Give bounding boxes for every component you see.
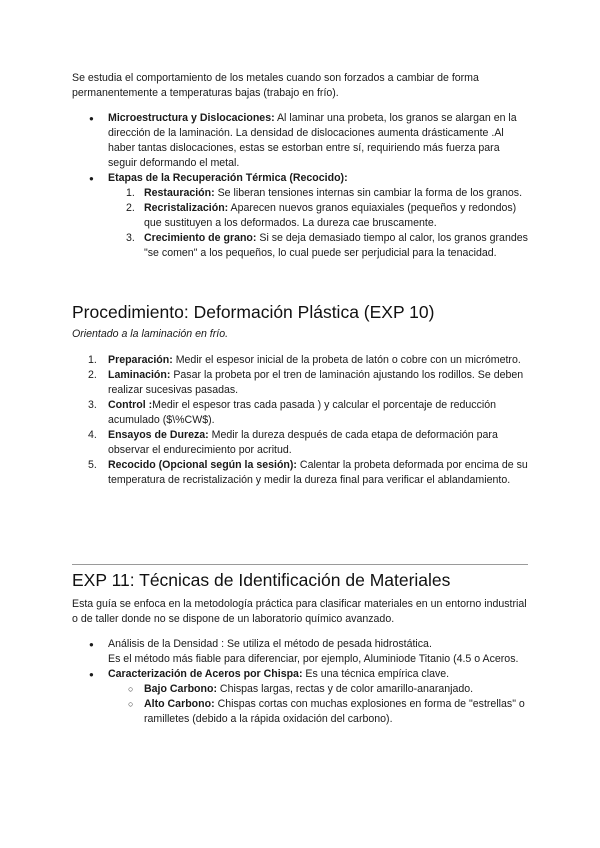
list-item — [108, 697, 532, 727]
list-item — [72, 667, 532, 727]
item-text: Medir el espesor inicial de la probeta de latón o cobre con un micrómetro. — [172, 354, 521, 366]
item-text: Calentar la probeta deformada por encima de su temperatura de recristalización y medir la dureza final para verificar el ablandamiento. — [108, 459, 528, 486]
item-text: Medir la dureza después de cada etapa de deformación para observar el endurecimiento por acritud. — [108, 429, 498, 456]
item-text: Análisis de la Densidad : Se utiliza el método de pesada hidrostática. — [108, 638, 432, 650]
item-text: Es una técnica empírica clave. — [302, 668, 450, 680]
item-number: 3. — [88, 399, 97, 411]
item-title: Crecimiento de grano: — [144, 232, 257, 244]
item-title: Caracterización de Aceros por Chispa: — [108, 668, 303, 680]
list-item — [72, 171, 530, 261]
list-item — [108, 201, 530, 231]
item-text: Al laminar una probeta, los granos se alargan en la dirección de la laminación. La densidad de dislocaciones aumenta drásticamente .Al haber tantas dislocaciones, estas se estorban entre sí, requiriendo más fuerza para seguir deformando el metal. — [108, 112, 517, 169]
list-item — [72, 353, 532, 368]
list-item — [72, 637, 532, 667]
procedure-subtitle: Orientado a la laminación en frío. — [72, 328, 229, 340]
item-text: Se liberan tensiones internas sin cambiar la forma de los granos. — [214, 187, 523, 199]
item-title: Preparación: — [108, 354, 173, 366]
exp11-intro-paragraph: Esta guía se enfoca en la metodología práctica para clasificar materiales en un entorno industrial o de taller donde no se dispone de un laboratorio químico avanzado. — [72, 598, 527, 625]
annealing-stages-list — [108, 186, 530, 261]
list-item — [72, 398, 532, 428]
item-number: 2. — [88, 369, 97, 381]
list-item — [108, 186, 530, 201]
item-title: Microestructura y Dislocaciones: — [108, 112, 275, 124]
exp11-heading: EXP 11: Técnicas de Identificación de Materiales — [72, 570, 451, 590]
item-text: Medir el espesor tras cada pasada ) y calcular el porcentaje de reducción acumulado ($\%CW$). — [108, 399, 497, 426]
item-text: Es el método más fiable para diferenciar, por ejemplo, Aluminiode Titanio (4.5 o Aceros. — [108, 653, 519, 665]
item-number: 4. — [88, 429, 97, 441]
item-text: Pasar la probeta por el tren de laminación ajustando los rodillos. Se deben realizar sucesivas pasadas. — [108, 369, 524, 396]
item-text: Aparecen nuevos granos equiaxiales (pequeños y redondos) que sustituyen a los deformados. La dureza cae bruscamente. — [144, 202, 517, 229]
item-number: 5. — [88, 459, 97, 471]
procedure-steps-list — [72, 353, 532, 488]
item-text: Si se deja demasiado tiempo al calor, los granos grandes "se comen" a los pequeños, lo cual puede ser perjudicial para la tenacidad. — [144, 232, 528, 259]
item-title: Alto Carbono: — [144, 698, 215, 710]
item-title: Laminación: — [108, 369, 171, 381]
item-title: Control : — [108, 399, 153, 411]
list-item — [108, 231, 530, 261]
cold-work-bullet-list — [72, 111, 530, 261]
intro-paragraph: Se estudia el comportamiento de los metales cuando son forzados a cambiar de forma permanentemente a temperaturas bajas (trabajo en frío). — [72, 72, 479, 99]
list-item — [72, 428, 532, 458]
spark-types-list — [108, 682, 532, 727]
section-divider — [72, 564, 528, 565]
item-title: Bajo Carbono: — [144, 683, 217, 695]
item-text: Chispas largas, rectas y de color amarillo-anaranjado. — [216, 683, 474, 695]
item-text: Chispas cortas con muchas explosiones en forma de "estrellas" o ramilletes (debido a la rápida oxidación del carbono). — [144, 698, 525, 725]
item-title: Recocido (Opcional según la sesión): — [108, 459, 297, 471]
list-item — [72, 111, 530, 171]
list-item — [108, 682, 532, 697]
item-number: 3. — [126, 232, 135, 244]
item-title: Ensayos de Dureza: — [108, 429, 209, 441]
procedure-heading: Procedimiento: Deformación Plástica (EXP 10) — [72, 302, 435, 322]
item-number: 1. — [126, 187, 135, 199]
list-item — [72, 368, 532, 398]
item-number: 2. — [126, 202, 135, 214]
item-title: Recristalización: — [144, 202, 229, 214]
item-title: Etapas de la Recuperación Térmica (Recocido): — [108, 172, 348, 184]
identification-techniques-list — [72, 637, 532, 727]
item-title: Restauración: — [144, 187, 215, 199]
list-item — [72, 458, 532, 488]
item-number: 1. — [88, 354, 97, 366]
